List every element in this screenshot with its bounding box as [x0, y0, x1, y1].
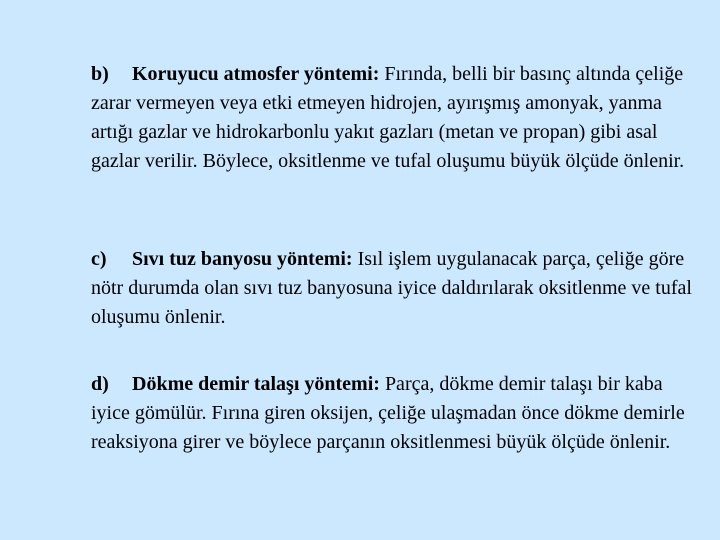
item-marker: b) [91, 63, 109, 85]
item-marker: c) [91, 248, 107, 270]
paragraph-sivi-tuz-banyosu [91, 245, 701, 332]
paragraph-dokme-demir-talasi [91, 370, 701, 457]
item-label: Koruyucu atmosfer yöntemi: [132, 63, 380, 85]
item-text: Parça, dökme demir talaşı bir kaba iyice gömülür. Fırına giren oksijen, çeliğe ulaşmadan önce dökme demirle reaksiyona girer ve böylece parçanın oksitlenmesi büyük ölçüde önlenir. [91, 373, 685, 453]
item-label: Dökme demir talaşı yöntemi: [132, 373, 380, 395]
paragraph-koruyucu-atmosfer [91, 60, 701, 176]
item-label: Sıvı tuz banyosu yöntemi: [132, 248, 353, 270]
item-marker: d) [91, 373, 109, 395]
item-text: Fırında, belli bir basınç altında çeliğe zarar vermeyen veya etki etmeyen hidrojen, ayırışmış amonyak, yanma artığı gazlar ve hidrokarbonlu yakıt gazları (metan ve propan) gibi asal gazlar verilir. Böylece, oksitlenme ve tufal oluşumu büyük ölçüde önlenir. [91, 63, 685, 172]
item-text: Isıl işlem uygulanacak parça, çeliğe göre nötr durumda olan sıvı tuz banyosuna iyice daldırılarak oksitlenme ve tufal oluşumu önlenir. [91, 248, 692, 328]
